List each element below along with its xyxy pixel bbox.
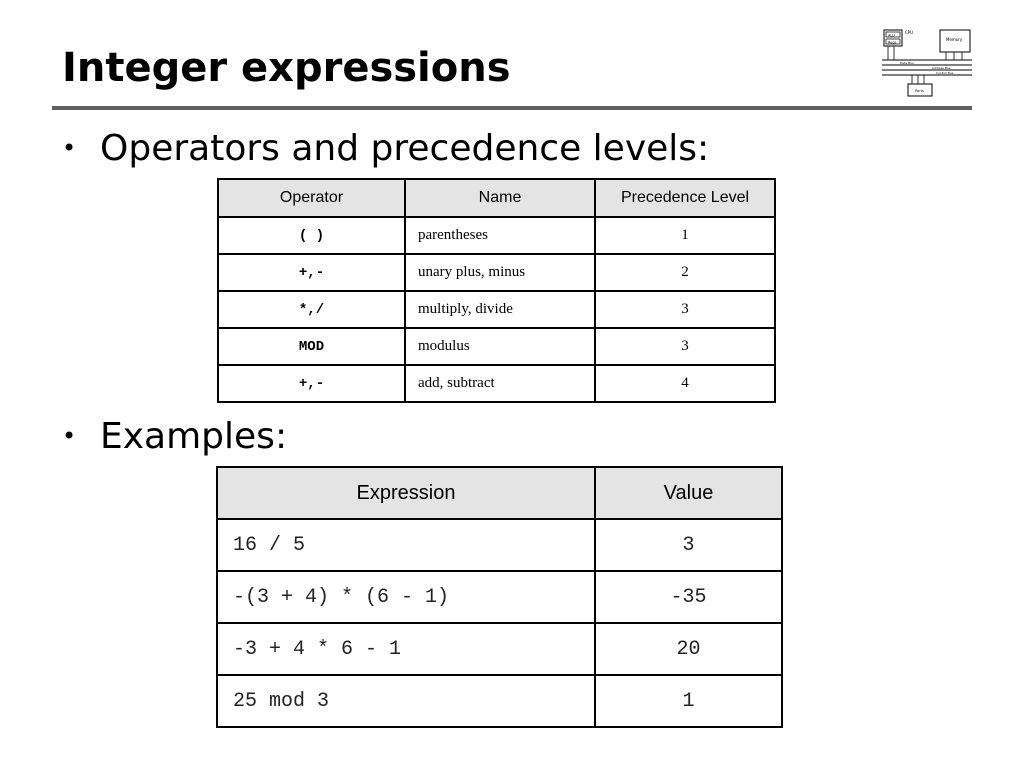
value-cell: 20 — [595, 623, 782, 675]
logo-label-ports: Ports — [915, 89, 924, 93]
name-cell: multiply, divide — [405, 291, 595, 328]
operator-cell: +,- — [218, 365, 405, 402]
value-cell: 3 — [595, 519, 782, 571]
table-row — [217, 623, 782, 675]
table-row — [217, 519, 782, 571]
computer-architecture-diagram-icon — [880, 28, 972, 98]
logo-label-cpu: CPU — [905, 30, 914, 35]
name-cell: add, subtract — [405, 365, 595, 402]
bullet-dot: • — [62, 134, 77, 162]
level-cell: 3 — [595, 291, 775, 328]
table-row — [218, 254, 775, 291]
table-row — [217, 571, 782, 623]
slide-title: Integer expressions — [62, 45, 511, 91]
level-cell: 4 — [595, 365, 775, 402]
column-header-expression: Expression — [217, 467, 595, 519]
bullet-dot: • — [62, 422, 77, 450]
bullet-examples — [62, 414, 287, 459]
column-header-operator: Operator — [218, 179, 405, 217]
logo-label-data-bus: Data Bus — [900, 61, 914, 65]
title-underline — [52, 106, 972, 110]
operator-cell: ( ) — [218, 217, 405, 254]
expression-cell: -3 + 4 * 6 - 1 — [217, 623, 595, 675]
expression-cell: -(3 + 4) * (6 - 1) — [217, 571, 595, 623]
bullet-examples-text: Examples: — [100, 416, 288, 457]
operators-precedence-table — [217, 178, 776, 403]
value-cell: -35 — [595, 571, 782, 623]
table-row — [218, 291, 775, 328]
expression-cell: 16 / 5 — [217, 519, 595, 571]
name-cell: unary plus, minus — [405, 254, 595, 291]
name-cell: parentheses — [405, 217, 595, 254]
operator-cell: *,/ — [218, 291, 405, 328]
table-header-row — [218, 179, 775, 217]
logo-label-regs: Regs — [888, 40, 897, 45]
column-header-precedence-level: Precedence Level — [595, 179, 775, 217]
name-cell: modulus — [405, 328, 595, 365]
logo-label-control-bus: Control Bus — [936, 71, 954, 75]
examples-table — [216, 466, 783, 728]
expression-cell: 25 mod 3 — [217, 675, 595, 727]
table-row — [218, 217, 775, 254]
table-row — [218, 365, 775, 402]
value-cell: 1 — [595, 675, 782, 727]
table-header-row — [217, 467, 782, 519]
logo-label-address-bus: Address Bus — [932, 66, 951, 70]
table-row — [217, 675, 782, 727]
table-row — [218, 328, 775, 365]
logo-label-memory: Memory — [946, 37, 963, 42]
bullet-operators-text: Operators and precedence levels: — [100, 128, 710, 169]
logo-label-alu: ALU — [888, 33, 895, 38]
bullet-operators — [62, 126, 709, 171]
level-cell: 2 — [595, 254, 775, 291]
level-cell: 1 — [595, 217, 775, 254]
column-header-value: Value — [595, 467, 782, 519]
column-header-name: Name — [405, 179, 595, 217]
operator-cell: +,- — [218, 254, 405, 291]
operator-cell: MOD — [218, 328, 405, 365]
level-cell: 3 — [595, 328, 775, 365]
